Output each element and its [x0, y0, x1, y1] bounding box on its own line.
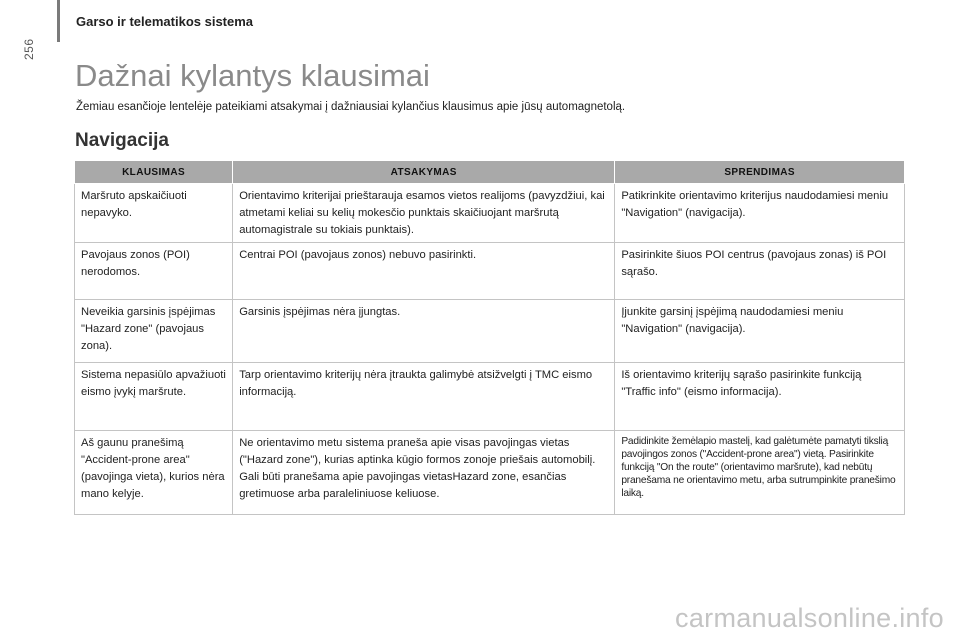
- intro-text: Žemiau esančioje lentelėje pateikiami atsakymai į dažniausiai kylančius klausimus apie jūsų automagnetolą.: [76, 101, 626, 113]
- faq-table: [74, 160, 905, 515]
- header-title: Garso ir telematikos sistema: [76, 14, 254, 29]
- answer-cell: Tarp orientavimo kriterijų nėra įtraukta galimybė atsižvelgti į TMC eismo informaciją.: [233, 363, 615, 431]
- table-row: [75, 184, 905, 243]
- header-question: KLAUSIMAS: [75, 161, 233, 184]
- solution-cell: Iš orientavimo kriterijų sąrašo pasirinkite funkciją "Traffic info" (eismo informacija).: [615, 363, 905, 431]
- section-title: Navigacija: [75, 130, 169, 151]
- question-cell: Maršruto apskaičiuoti nepavyko.: [75, 184, 233, 243]
- page-title: Dažnai kylantys klausimai: [75, 58, 430, 93]
- answer-cell: Garsinis įspėjimas nėra įjungtas.: [233, 300, 615, 363]
- side-rule: [57, 0, 60, 42]
- solution-cell: Patikrinkite orientavimo kriterijus naudodamiesi meniu "Navigation" (navigacija).: [615, 184, 905, 243]
- page-number: 256: [22, 38, 36, 60]
- table-row: [75, 243, 905, 300]
- solution-cell: Padidinkite žemėlapio mastelį, kad galėtumėte pamatyti tikslią pavojingos zonos ("Accident-prone area") vietą. Pasirinkite funkciją "On the route" (orientavimo maršrute), kad nebūtų pranešama ne orientavimo metu, arba sutrumpinkite pranešimo laiką.: [615, 431, 905, 515]
- table-header-row: [75, 161, 905, 184]
- header-solution: SPRENDIMAS: [615, 161, 905, 184]
- watermark: carmanualsonline.info: [675, 603, 944, 633]
- header-answer: ATSAKYMAS: [233, 161, 615, 184]
- question-cell: Neveikia garsinis įspėjimas "Hazard zone" (pavojaus zona).: [75, 300, 233, 363]
- solution-cell: Įjunkite garsinį įspėjimą naudodamiesi meniu "Navigation" (navigacija).: [615, 300, 905, 363]
- question-cell: Aš gaunu pranešimą "Accident-prone area" (pavojinga vieta), kurios nėra mano kelyje.: [75, 431, 233, 515]
- question-cell: Sistema nepasiūlo apvažiuoti eismo įvykį maršrute.: [75, 363, 233, 431]
- table-row: [75, 431, 905, 515]
- question-cell: Pavojaus zonos (POI) nerodomos.: [75, 243, 233, 300]
- table-row: [75, 363, 905, 431]
- solution-cell: Pasirinkite šiuos POI centrus (pavojaus zonas) iš POI sąrašo.: [615, 243, 905, 300]
- answer-cell: Centrai POI (pavojaus zonos) nebuvo pasirinkti.: [233, 243, 615, 300]
- answer-cell: Orientavimo kriterijai prieštarauja esamos vietos realijoms (pavyzdžiui, kai atmetami keliai su kelių mokesčio punktais skaičiuojant maršrutą automagistrale su tokiais punktais).: [233, 184, 615, 243]
- answer-cell: Ne orientavimo metu sistema praneša apie visas pavojingas vietas ("Hazard zone"), kurias aptinka kūgio formos zonoje priešais automobilį. Gali būti pranešama apie pavojingas vietasHazard zone, esančias gretimuose arba paraleliniuose keliuose.: [233, 431, 615, 515]
- table-row: [75, 300, 905, 363]
